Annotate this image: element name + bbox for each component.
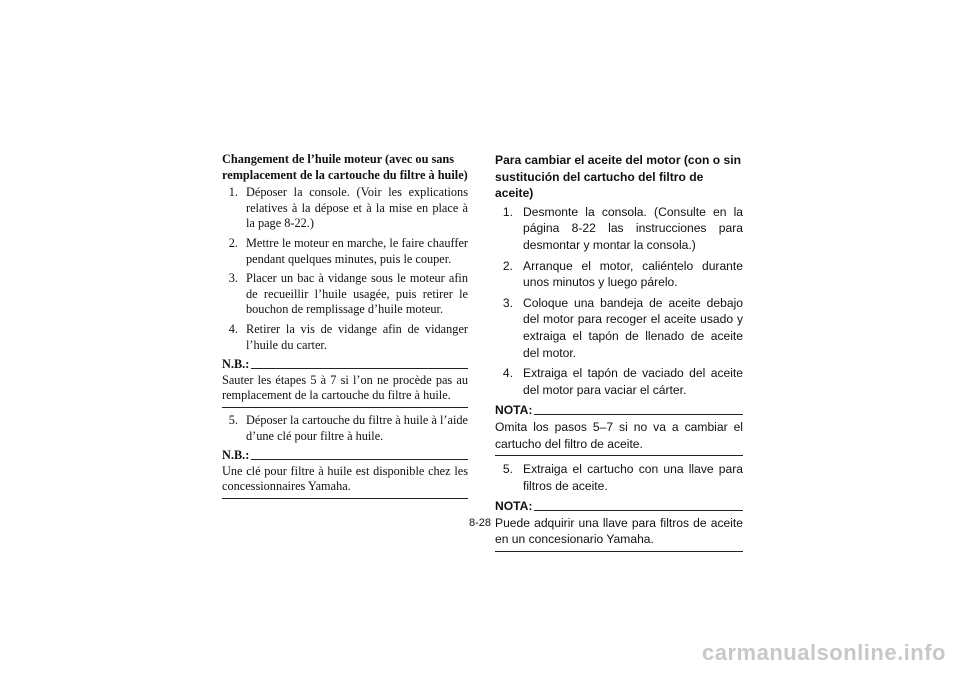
step-number: 5.	[228, 412, 238, 427]
step-fr-3	[222, 271, 468, 318]
note-header-es-1	[495, 402, 743, 419]
note-rule	[251, 459, 468, 460]
note-body-fr-1: Sauter les étapes 5 à 7 si l’on ne procède pas au remplacement de la cartouche du filtre à huile.	[222, 373, 468, 408]
step-es-3	[495, 295, 743, 361]
note-body-es-2: Puede adquirir una llave para filtros de aceite en un concesionario Yamaha.	[495, 515, 743, 552]
step-text: Déposer la cartouche du filtre à huile à l’aide d’une clé pour filtre à huile.	[246, 412, 468, 443]
step-es-1	[495, 204, 743, 254]
step-number: 3.	[502, 295, 513, 310]
step-fr-1	[222, 185, 468, 232]
step-fr-5	[222, 413, 468, 444]
step-text: Retirer la vis de vidange afin de vidanger l’huile du carter.	[246, 321, 468, 352]
step-number: 4.	[228, 321, 238, 336]
step-es-5	[495, 461, 743, 494]
step-fr-4	[222, 322, 468, 353]
step-number: 2.	[228, 235, 238, 250]
note-rule	[534, 510, 743, 511]
note-body-es-1: Omita los pasos 5–7 si no va a cambiar el cartucho del filtro de aceite.	[495, 419, 743, 456]
step-text: Placer un bac à vidange sous le moteur afin de recueillir l’huile usagée, puis retirer le bouchon de remplissage d’huile moteur.	[246, 271, 468, 317]
section-heading-fr: Changement de l’huile moteur (avec ou sans remplacement de la cartouche du filtre à huile)	[222, 152, 468, 182]
step-es-2	[495, 258, 743, 291]
note-label: NOTA:	[495, 403, 533, 418]
note-rule	[251, 368, 468, 369]
step-fr-2	[222, 236, 468, 267]
step-es-4	[495, 365, 743, 398]
note-label: N.B.:	[222, 448, 250, 463]
step-number: 5.	[502, 462, 513, 477]
note-label: NOTA:	[495, 499, 533, 514]
step-text: Desmonte la consola. (Consulte en la página 8-22 las instrucciones para desmontar y montar la consola.)	[523, 204, 743, 252]
step-text: Coloque una bandeja de aceite debajo del motor para recoger el aceite usado y extraiga el tapón de llenado de aceite del motor.	[523, 295, 743, 360]
french-column	[222, 152, 468, 504]
step-text: Mettre le moteur en marche, le faire chauffer pendant quelques minutes, puis le couper.	[246, 235, 468, 266]
step-text: Extraiga el tapón de vaciado del aceite del motor para vaciar el cárter.	[523, 366, 743, 397]
watermark: carmanualsonline.info	[702, 640, 946, 665]
note-header-fr-2	[222, 448, 468, 464]
page-number: 8-28	[468, 517, 492, 529]
step-number: 1.	[228, 185, 238, 200]
step-text: Arranque el motor, caliéntelo durante unos minutos y luego párelo.	[523, 258, 743, 290]
step-number: 3.	[228, 271, 238, 286]
spanish-column	[495, 152, 743, 557]
step-text: Extraiga el cartucho con una llave para filtros de aceite.	[523, 462, 743, 493]
step-number: 4.	[502, 366, 513, 381]
step-number: 2.	[502, 258, 513, 273]
note-header-es-2	[495, 498, 743, 515]
note-rule	[534, 414, 743, 415]
step-number: 1.	[502, 204, 513, 219]
step-text: Déposer la console. (Voir les explications relatives à la dépose et à la mise en place à la page 8-22.)	[246, 185, 468, 231]
note-body-fr-2: Une clé pour filtre à huile est disponible chez les concessionnaires Yamaha.	[222, 464, 468, 499]
note-label: N.B.:	[222, 357, 250, 372]
section-heading-es: Para cambiar el aceite del motor (con o sin sustitución del cartucho del filtro de aceite)	[495, 153, 741, 201]
note-header-fr-1	[222, 357, 468, 373]
